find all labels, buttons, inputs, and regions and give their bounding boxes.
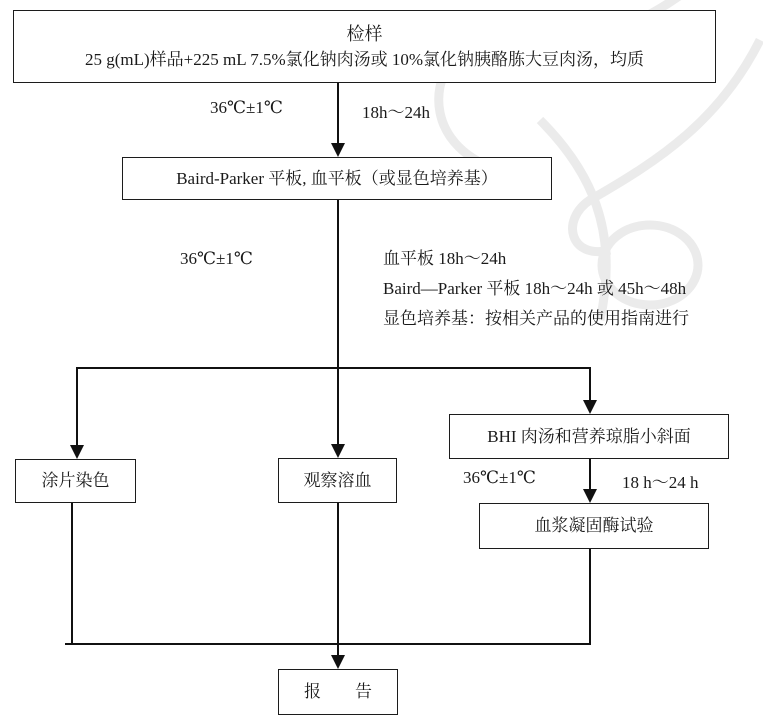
hemolysis-box [278,458,397,503]
incubation-note-blood-plate: 血平板 18h～24h [383,249,507,268]
connector-coagulase-to-collector [589,548,591,645]
sample-box [13,10,716,83]
arrowhead-into-plate-icon [331,143,345,157]
bhi-broth-label: BHI 肉汤和营养琼脂小斜面 [487,426,691,446]
connector-plate-to-hemolysis [337,199,339,445]
sample-box-title: 检样 [346,23,383,44]
incubation-time-label-1: 18h～24h [362,103,430,122]
branch-line [76,367,591,369]
coagulase-test-label: 血浆凝固酶试验 [534,516,654,536]
sample-box-subtitle: 25 g(mL)样品+225 mL 7.5%氯化钠肉汤或 10%氯化钠胰酪胨大豆肉汤，均质 [84,50,645,70]
hemolysis-label: 观察溶血 [303,470,372,490]
incubation-temp-label-3: 36℃±1℃ [463,468,536,487]
arrowhead-into-report-icon [331,655,345,669]
connector-smear-to-collector [71,502,73,644]
report-label: 报 告 [304,682,372,702]
arrowhead-into-bhi-icon [583,400,597,414]
incubation-notes [383,244,689,334]
connector-bhi-to-coagulase [589,458,591,490]
connector-hemolysis-to-report [337,502,339,656]
arrowhead-into-coagulase-icon [583,489,597,503]
arrowhead-into-hemolysis-icon [331,444,345,458]
smear-stain-label: 涂片染色 [41,471,110,491]
incubation-note-chromogenic: 显色培养基：按相关产品的使用指南进行 [383,309,689,328]
plate-box-label: Baird-Parker 平板, 血平板（或显色培养基） [176,168,498,188]
collector-line [65,643,591,645]
connector-branch-to-bhi [589,367,591,401]
incubation-note-baird-parker: Baird—Parker 平板 18h～24h 或 45h～48h [383,279,687,298]
coagulase-test-box [479,503,709,549]
connector-branch-to-smear [76,367,78,446]
incubation-temp-label-2: 36℃±1℃ [180,249,253,268]
report-box [278,669,398,715]
smear-stain-box [15,459,136,503]
connector-sample-to-plate [337,83,339,145]
plate-box [122,157,552,200]
arrowhead-into-smear-icon [70,445,84,459]
incubation-temp-label-1: 36℃±1℃ [210,98,283,117]
bhi-broth-box [449,414,729,459]
incubation-time-label-3: 18 h～24 h [622,473,699,492]
